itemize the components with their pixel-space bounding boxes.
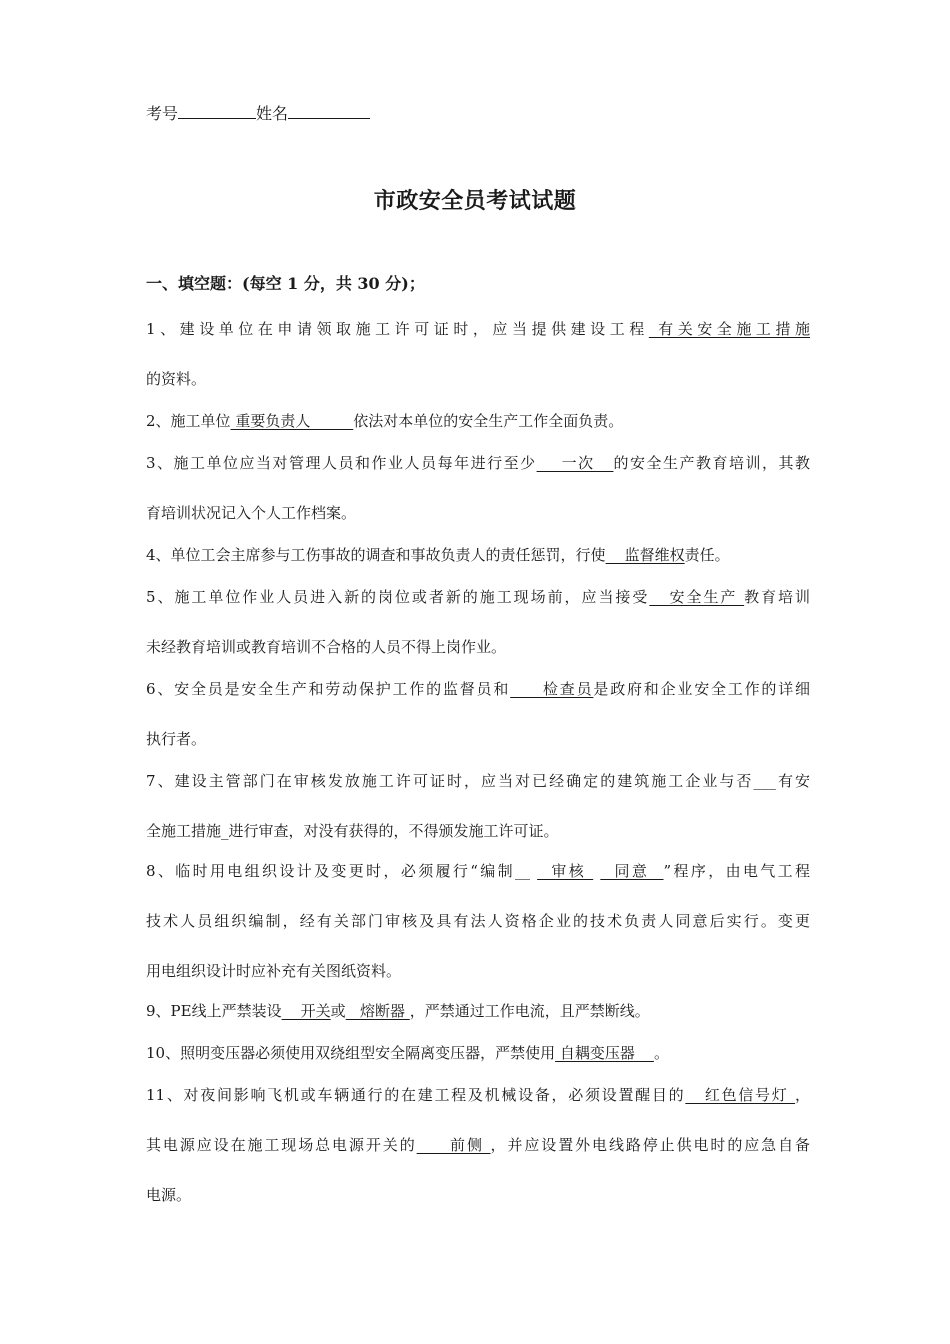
answer-11a: 红色信号灯	[685, 1086, 795, 1104]
question-8-line-1: 8、临时用电组织设计及变更时，必须履行“编制__ 审核 同意 ”程序，由电气工程	[146, 862, 810, 880]
question-9: 9、PE线上严禁装设 开关或 熔断器 ，严禁通过工作电流，且严禁断线。	[146, 1002, 650, 1020]
question-2: 2、施工单位 重要负责人 依法对本单位的安全生产工作全面负责。	[146, 412, 624, 430]
page-title: 市政安全员考试试题	[373, 188, 577, 214]
question-3-line-1: 3、施工单位应当对管理人员和作业人员每年进行至少 一次 的安全生产教育培训，其教	[146, 454, 810, 472]
answer-9a: 开关	[281, 1002, 331, 1020]
question-5-line-2: 未经教育培训或教育培训不合格的人员不得上岗作业。	[146, 638, 507, 656]
name-label: 姓名	[256, 104, 289, 123]
section-heading-fill-in: 一、填空题：(每空 1 分，共 30 分)；	[146, 274, 425, 293]
answer-6: 检查员	[510, 680, 594, 698]
answer-8b: 同意	[600, 862, 664, 880]
exam-number-blank[interactable]	[178, 100, 256, 119]
answer-11b: 前侧	[416, 1136, 491, 1154]
answer-3: 一次	[536, 454, 614, 472]
question-10: 10、照明变压器必须使用双绕组型安全隔离变压器，严禁使用 自耦变压器 。	[146, 1044, 669, 1062]
question-1-line-1: 1、建设单位在申请领取施工许可证时，应当提供建设工程 有关安全施工措施	[146, 320, 810, 338]
question-11-line-3: 电源。	[146, 1186, 192, 1204]
question-5-line-1: 5、施工单位作业人员进入新的岗位或者新的施工现场前，应当接受 安全生产 教育培训	[146, 588, 810, 606]
exam-header	[146, 100, 370, 126]
answer-8a: 审核	[537, 862, 594, 880]
answer-5: 安全生产	[649, 588, 745, 606]
question-7-line-2: 全施工措施_进行审查，对没有获得的，不得颁发施工许可证。	[146, 822, 559, 840]
name-blank[interactable]	[288, 100, 370, 119]
question-6-line-2: 执行者。	[146, 730, 207, 748]
answer-1: 有关安全施工措施	[648, 320, 810, 338]
answer-2: 重要负责人	[230, 412, 354, 430]
answer-4: 监督维权	[605, 546, 685, 564]
question-6-line-1: 6、安全员是安全生产和劳动保护工作的监督员和 检查员是政府和企业安全工作的详细	[146, 680, 810, 698]
question-7-line-1: 7、建设主管部门在审核发放施工许可证时，应当对已经确定的建筑施工企业与否___有安	[146, 772, 810, 790]
question-8-line-3: 用电组织设计时应补充有关图纸资料。	[146, 962, 402, 980]
question-4: 4、单位工会主席参与工伤事故的调查和事故负责人的责任惩罚，行使 监督维权责任。	[146, 546, 730, 564]
question-1-line-2: 的资料。	[146, 370, 207, 388]
exam-number-label: 考号	[146, 104, 179, 123]
answer-10: 自耦变压器	[555, 1044, 654, 1062]
question-11-line-2: 其电源应设在施工现场总电源开关的 前侧 ，并应设置外电线路停止供电时的应急自备	[146, 1136, 810, 1154]
question-8-line-2: 技术人员组织编制，经有关部门审核及具有法人资格企业的技术负责人同意后实行。变更	[146, 912, 810, 930]
question-11-line-1: 11、对夜间影响飞机或车辆通行的在建工程及机械设备，必须设置醒目的 红色信号灯 ，	[146, 1086, 810, 1104]
question-3-line-2: 育培训状况记入个人工作档案。	[146, 504, 357, 522]
answer-9b: 熔断器	[345, 1002, 410, 1020]
